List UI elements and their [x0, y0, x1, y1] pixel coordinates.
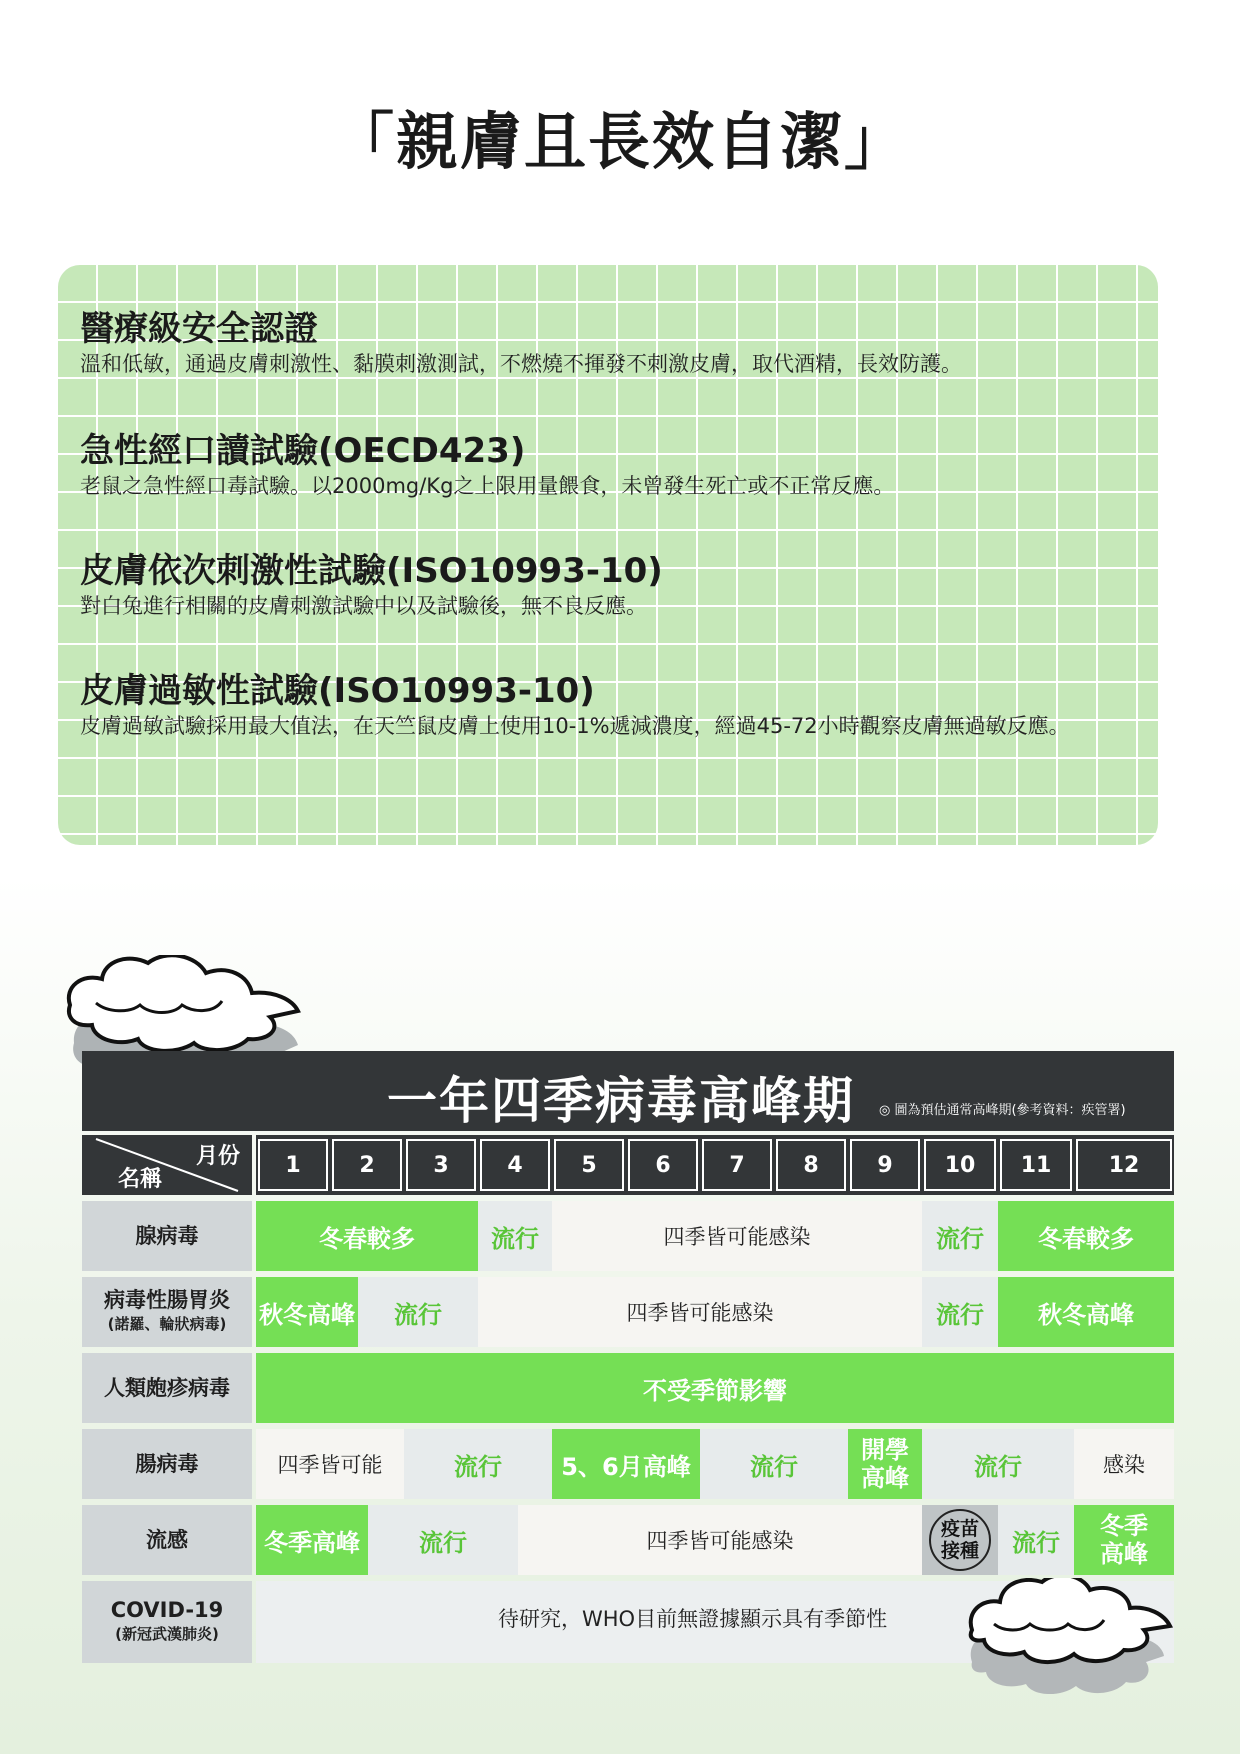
month-label: 6	[628, 1139, 698, 1191]
month-cell	[626, 1135, 700, 1195]
row-name: 流感	[146, 1528, 188, 1552]
segment: 四季皆可能感染	[478, 1277, 922, 1347]
segment: 5、6月高峰	[552, 1429, 700, 1499]
cert-skin-allergy	[80, 671, 1070, 741]
segment: 流行	[922, 1429, 1074, 1499]
month-cell	[1074, 1135, 1174, 1195]
cert-oral-toxicity	[80, 431, 894, 501]
row-sub: (諾羅、輪狀病毒)	[107, 1315, 227, 1333]
segment: 流行	[922, 1201, 998, 1271]
segment: 流行	[478, 1201, 552, 1271]
segment: 流行	[368, 1505, 518, 1575]
row-name: 腸病毒	[135, 1452, 199, 1476]
row-name: COVID-19	[110, 1598, 224, 1622]
row-label	[82, 1505, 252, 1575]
virus-peak-table	[82, 1051, 1174, 1643]
segment: 流行	[922, 1277, 998, 1347]
month-label: 8	[776, 1139, 846, 1191]
segment: 四季皆可能感染	[552, 1201, 922, 1271]
month-cell	[998, 1135, 1074, 1195]
segment	[848, 1429, 922, 1499]
segment: 流行	[404, 1429, 552, 1499]
month-cell	[700, 1135, 774, 1195]
segment-line: 開學	[861, 1436, 909, 1464]
month-label: 5	[554, 1139, 624, 1191]
segment-line: 冬季	[1100, 1512, 1148, 1540]
segment-line: 高峰	[861, 1464, 909, 1492]
row-label	[82, 1429, 252, 1499]
segment: 不受季節影響	[256, 1353, 1174, 1423]
table-row	[82, 1429, 1174, 1499]
month-cell	[256, 1135, 330, 1195]
segment: 四季皆可能	[256, 1429, 404, 1499]
month-cell	[552, 1135, 626, 1195]
row-label	[82, 1201, 252, 1271]
vaccine-cell	[922, 1505, 998, 1575]
month-label: 4	[480, 1139, 550, 1191]
row-label	[82, 1581, 252, 1663]
corner-name-label: 名稱	[118, 1167, 163, 1192]
segment: 冬春較多	[256, 1201, 478, 1271]
month-cell	[404, 1135, 478, 1195]
segment: 流行	[358, 1277, 478, 1347]
segment	[1074, 1505, 1174, 1575]
row-sub: (新冠武漢肺炎)	[115, 1625, 219, 1643]
cert-desc: 皮膚過敏試驗採用最大值法，在天竺鼠皮膚上使用10-1%遞減濃度，經過45-72小時觀察皮膚無過敏反應。	[80, 714, 1070, 738]
cloud-icon	[958, 1578, 1188, 1703]
cert-desc: 溫和低敏，通過皮膚刺激性、黏膜刺激測試，不燃燒不揮發不刺激皮膚，取代酒精，長效防護。	[80, 352, 962, 376]
segment: 四季皆可能感染	[518, 1505, 922, 1575]
month-label: 12	[1076, 1139, 1172, 1191]
segment: 感染	[1074, 1429, 1174, 1499]
cert-desc: 老鼠之急性經口毒試驗。以2000mg/Kg之上限用量餵食，未曾發生死亡或不正常反應。	[80, 474, 895, 498]
cert-heading: 急性經口讀試驗(OECD423)	[80, 431, 526, 471]
corner-cell	[82, 1135, 252, 1195]
cert-heading: 醫療級安全認證	[80, 309, 318, 349]
cert-medical	[80, 309, 962, 379]
row-name: 病毒性腸胃炎	[104, 1288, 230, 1312]
month-cell	[478, 1135, 552, 1195]
segment: 冬春較多	[998, 1201, 1174, 1271]
certification-card	[58, 265, 1158, 845]
month-label: 1	[258, 1139, 328, 1191]
table-row	[82, 1201, 1174, 1271]
cert-heading: 皮膚過敏性試驗(ISO10993-10)	[80, 671, 595, 711]
month-label: 3	[406, 1139, 476, 1191]
month-label: 7	[702, 1139, 772, 1191]
table-header	[82, 1051, 1174, 1131]
table-row	[82, 1505, 1174, 1575]
month-label: 2	[332, 1139, 402, 1191]
month-cell	[330, 1135, 404, 1195]
month-cell	[848, 1135, 922, 1195]
cert-skin-irritation	[80, 551, 663, 621]
vaccine-line: 疫苗	[940, 1518, 979, 1540]
month-cell	[774, 1135, 848, 1195]
month-header-row	[82, 1135, 1174, 1195]
corner-month-label: 月份	[195, 1144, 240, 1169]
row-name: 人類皰疹病毒	[104, 1376, 230, 1400]
cert-desc: 對白兔進行相關的皮膚刺激試驗中以及試驗後，無不良反應。	[80, 594, 647, 618]
vaccine-badge	[929, 1509, 991, 1571]
segment: 秋冬高峰	[256, 1277, 358, 1347]
month-label: 9	[850, 1139, 920, 1191]
table-note: ◎ 圖為預估通常高峰期(參考資料：疾管署)	[879, 1103, 1126, 1118]
month-label: 10	[924, 1139, 996, 1191]
segment: 流行	[700, 1429, 848, 1499]
segment: 冬季高峰	[256, 1505, 368, 1575]
page-title: 「親膚且長效自潔」	[331, 105, 908, 178]
segment-line: 高峰	[1100, 1540, 1148, 1568]
vaccine-line: 接種	[940, 1540, 979, 1562]
segment: 待研究，WHO目前無證據顯示具有季節性	[256, 1581, 1174, 1663]
table-row	[82, 1353, 1174, 1423]
segment: 流行	[998, 1505, 1074, 1575]
month-label: 11	[1000, 1139, 1072, 1191]
table-title: 一年四季病毒高峰期	[387, 1072, 855, 1130]
segment: 秋冬高峰	[998, 1277, 1174, 1347]
row-label	[82, 1353, 252, 1423]
row-name: 腺病毒	[135, 1224, 199, 1248]
month-cell	[922, 1135, 998, 1195]
row-label	[82, 1277, 252, 1347]
table-row	[82, 1277, 1174, 1347]
cert-heading: 皮膚依次刺激性試驗(ISO10993-10)	[80, 551, 663, 591]
